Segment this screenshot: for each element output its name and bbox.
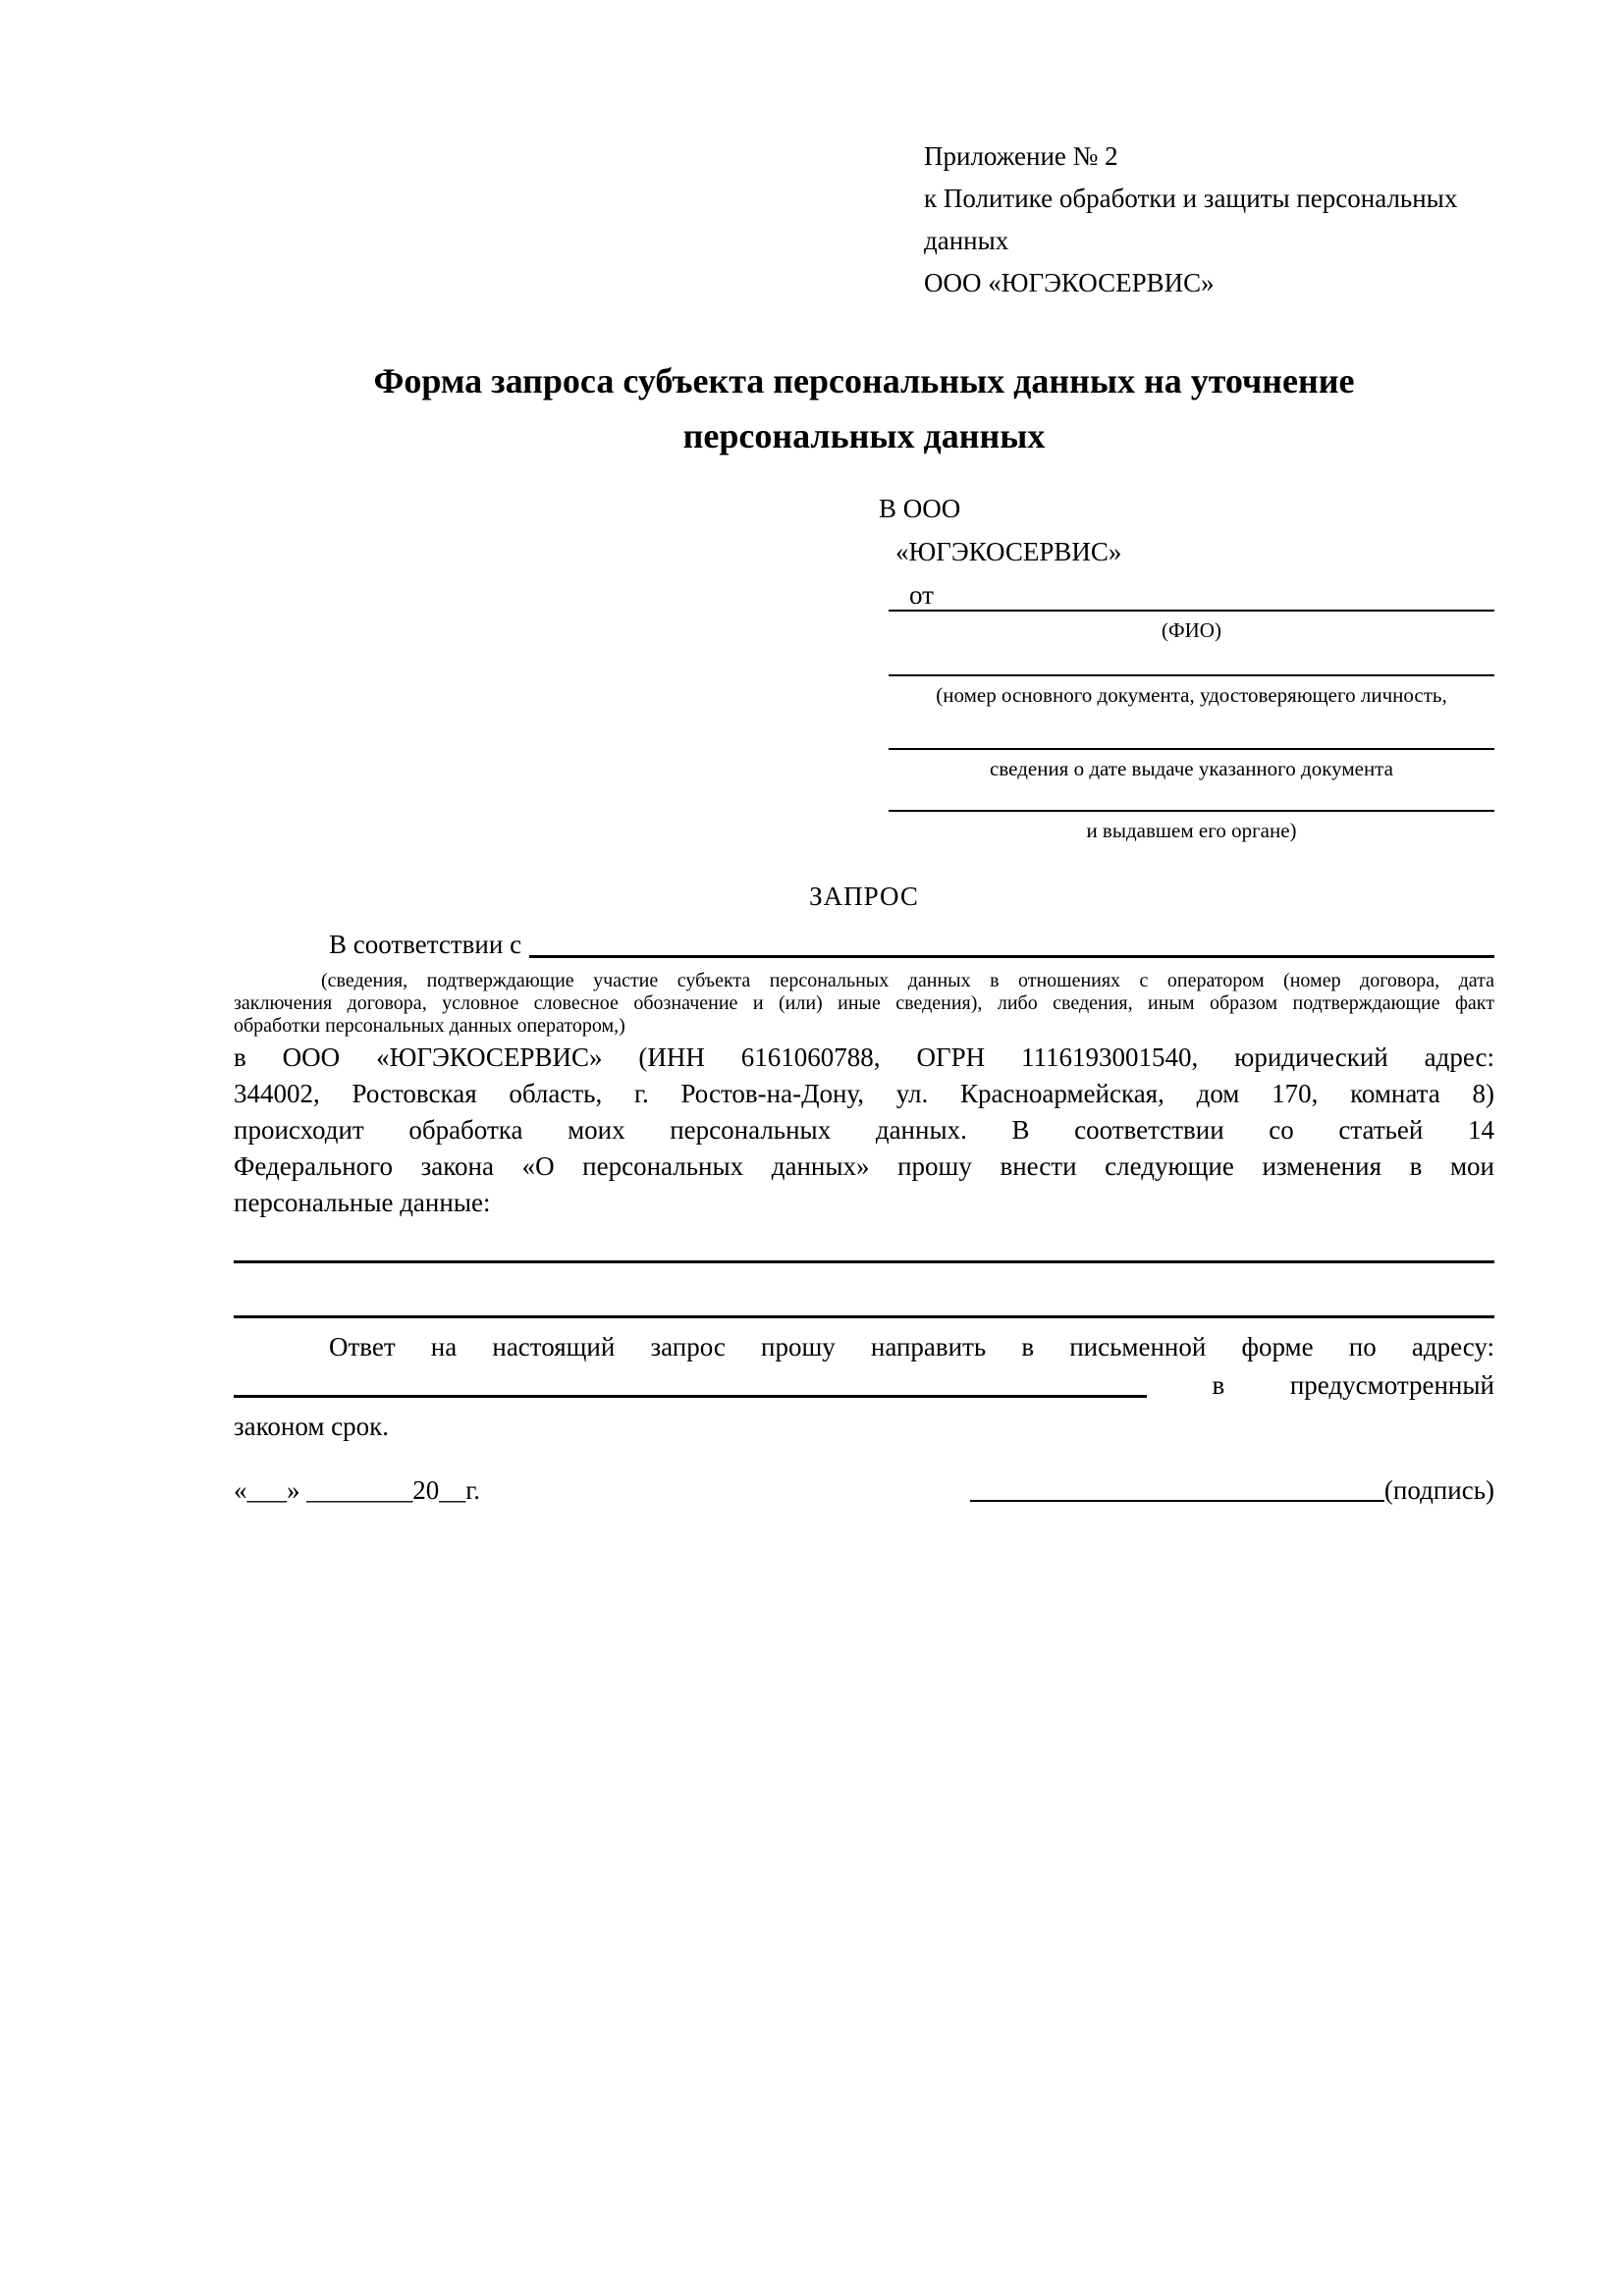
addressee-line-2: «ЮГЭКОСЕРВИС» [895,537,1122,566]
footnote-line-1: (сведения, подтверждающие участие субъекта персональных данных в отношениях с оператором (номер договора, дата [321,970,1494,991]
footnote-line-2: заключения договора, условное словесное обозначение и (или) иные сведения), либо сведения, иным образом подтверждающие факт [234,992,1494,1014]
request-intro-row [234,927,1494,963]
footnote-block [234,970,1494,1038]
identity-document-field [889,674,1494,708]
issue-date-caption: сведения о дате выдаче указанного документа [990,757,1393,780]
addressee-line-1: В ООО [879,494,961,523]
address-blank-line [234,1395,1147,1398]
issue-date-field [889,748,1494,781]
request-body-line-1: в ООО «ЮГЭКОСЕРВИС» (ИНН 6161060788, ОГРН 1116193001540, юридический адрес: [234,1042,1494,1072]
request-intro-blank-line [529,927,1494,958]
title-line-2: персональных данных [682,416,1046,455]
request-intro-text: В соответствии с [329,930,522,959]
issuer-blank-line [889,810,1494,812]
title-line-1: Форма запроса субъекта персональных данных на уточнение [373,361,1355,400]
request-body-paragraph [234,1040,1494,1221]
appendix-line-3: данных [924,226,1009,255]
changes-blank-line-1 [234,1260,1494,1263]
answer-word-tail: предусмотренный [1289,1370,1494,1400]
addressee-line-3: от [909,580,934,610]
answer-line-1: Ответ на настоящий запрос прошу направить в письменной форме по адресу: [329,1332,1494,1362]
request-body-line-3: происходит обработка моих персональных данных. В соответствии со статьей 14 [234,1115,1494,1145]
issue-date-blank-line [889,748,1494,750]
signing-row [234,1468,1494,1510]
footnote-line-3: обработки персональных данных оператором,) [234,1015,625,1037]
fio-field [889,610,1494,643]
request-body-line-2: 344002, Ростовская область, г. Ростов-на-Дону, ул. Красноармейская, дом 170, комната 8) [234,1079,1494,1108]
date-blank: «___» ________20__г. [234,1475,481,1505]
signature-group [970,1470,1494,1510]
answer-line-2 [234,1366,1494,1404]
signature-blank-line [970,1500,1384,1502]
document-title [234,353,1494,463]
fio-blank-line [889,610,1494,612]
answer-line-3: законом срок. [234,1412,390,1441]
signature-caption: (подпись) [1383,1475,1494,1505]
fio-caption: (ФИО) [1162,618,1221,642]
issuer-field [889,810,1494,843]
appendix-header [924,135,1457,304]
request-heading: ЗАПРОС [809,881,919,911]
issuer-caption: и выдавшем его органе) [1086,819,1297,842]
request-body-line-5: персональные данные: [234,1188,491,1217]
changes-blank-line-2 [234,1315,1494,1318]
request-body-line-4: Федерального закона «О персональных данных» прошу внести следующие изменения в мои [234,1151,1494,1181]
identity-document-blank-line [889,674,1494,676]
addressee-block [879,487,1121,616]
appendix-line-1: Приложение № 2 [924,141,1118,171]
answer-word-in: в [1212,1370,1225,1400]
identity-document-caption: (номер основного документа, удостоверяющего личность, [936,683,1447,707]
appendix-line-2: к Политике обработки и защиты персональных [924,184,1458,213]
appendix-line-4: ООО «ЮГЭКОСЕРВИС» [924,268,1215,297]
